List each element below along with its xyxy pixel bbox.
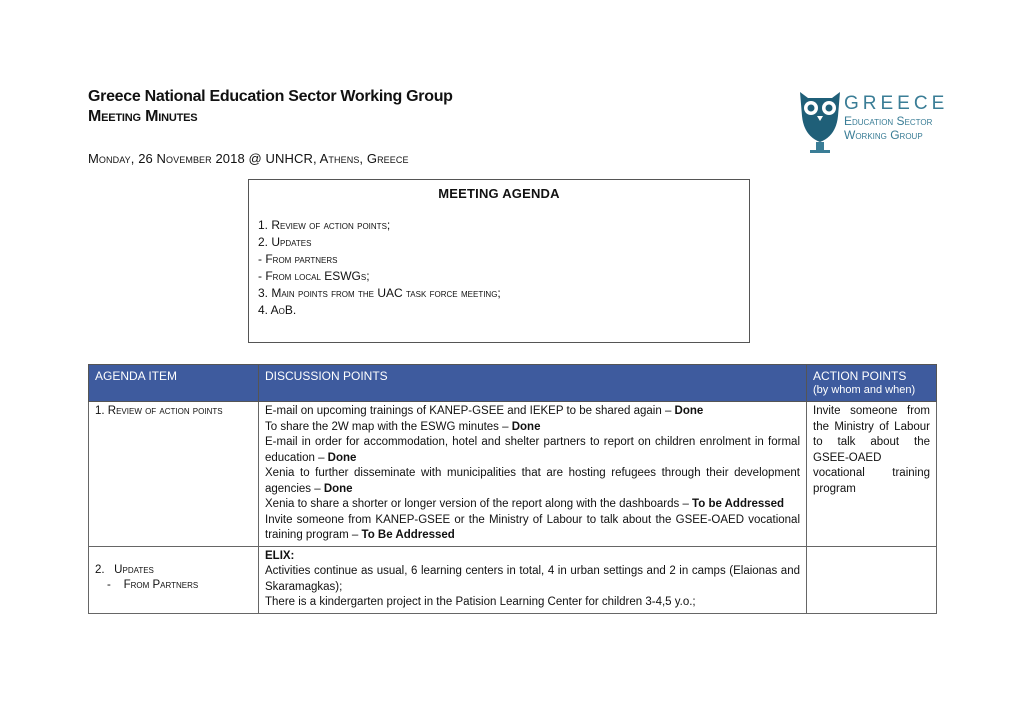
- status-label: Done: [511, 420, 541, 433]
- action-cell: [807, 546, 937, 613]
- agenda-item-label: 2. Updates: [95, 563, 154, 576]
- table-header-row: [89, 365, 937, 402]
- logo-country: GREECE: [844, 93, 949, 114]
- agenda-item: 2. Updates: [258, 235, 312, 249]
- minutes-table: [88, 364, 937, 614]
- discussion-cell: [259, 546, 807, 613]
- status-label: Done: [327, 451, 357, 464]
- agenda-item: 3. Main points from the UAC task force meeting;: [258, 286, 501, 300]
- table-row: [89, 546, 937, 613]
- org-title: Greece National Education Sector Working Group: [88, 88, 453, 105]
- status-label: To Be Addressed: [361, 529, 455, 541]
- agenda-item: - From local ESWGs;: [258, 269, 370, 283]
- header-discussion-points: DISCUSSION POINTS: [259, 365, 807, 402]
- action-text: Invite someone from the Ministry of Labour to talk about the GSEE-OAED vocational training program: [813, 405, 930, 495]
- document-header: [88, 88, 453, 126]
- eswg-logo: [796, 86, 949, 156]
- owl-logo-icon: [796, 86, 844, 156]
- discussion-line: E-mail in order for accommodation, hotel and shelter partners to report on children enrolment in formal education – Done: [265, 436, 800, 464]
- agenda-list: [258, 217, 749, 319]
- discussion-line: Xenia to share a shorter or longer version of the report along with the dashboards – To be Addressed: [265, 498, 785, 510]
- agenda-item-cell: [89, 546, 259, 613]
- meeting-date: Monday, 26 November 2018 @ UNHCR, Athens, Greece: [88, 151, 409, 166]
- status-label: To be Addressed: [692, 498, 785, 510]
- discussion-line: Xenia to further disseminate with municipalities that are hosting refugees through their development agencies – Done: [265, 467, 800, 495]
- agenda-item: - From partners: [258, 252, 338, 266]
- agenda-heading: MEETING AGENDA: [438, 186, 560, 201]
- partner-heading: ELIX:: [265, 549, 295, 562]
- discussion-line: E-mail on upcoming trainings of KANEP-GSEE and IEKEP to be shared again – Done: [265, 405, 704, 417]
- header-action-sub: (by whom and when): [813, 384, 916, 396]
- table-row: [89, 402, 937, 547]
- discussion-cell: [259, 402, 807, 547]
- status-label: Done: [323, 482, 353, 495]
- header-action-label: ACTION POINTS: [813, 369, 907, 383]
- agenda-item: 1. Review of action points;: [258, 218, 391, 232]
- discussion-line: Activities continue as usual, 6 learning centers in total, 4 in urban settings and 2 in camps (Elaionas and Skaramagkas);: [265, 565, 800, 593]
- agenda-item: 4. AoB.: [258, 303, 297, 317]
- discussion-line: There is a kindergarten project in the Patision Learning Center for children 3-4,5 y.o.;: [265, 596, 696, 608]
- header-agenda-item: AGENDA ITEM: [89, 365, 259, 402]
- logo-line-2: Working Group: [844, 128, 923, 142]
- discussion-line: To share the 2W map with the ESWG minutes – Done: [265, 420, 541, 433]
- logo-text: [844, 94, 948, 142]
- status-label: Done: [674, 405, 704, 417]
- header-action-points: [807, 365, 937, 402]
- agenda-item-label: 1. Review of action points: [95, 405, 223, 417]
- action-cell: [807, 402, 937, 547]
- agenda-subitem-label: - From Partners: [107, 579, 199, 591]
- agenda-item-cell: [89, 402, 259, 547]
- logo-line-1: Education Sector: [844, 114, 933, 128]
- discussion-line: Invite someone from KANEP-GSEE or the Ministry of Labour to talk about the GSEE-OAED vocational training program – To Be Addressed: [265, 513, 800, 541]
- document-title: Meeting Minutes: [88, 108, 198, 125]
- meeting-agenda-box: [248, 179, 750, 343]
